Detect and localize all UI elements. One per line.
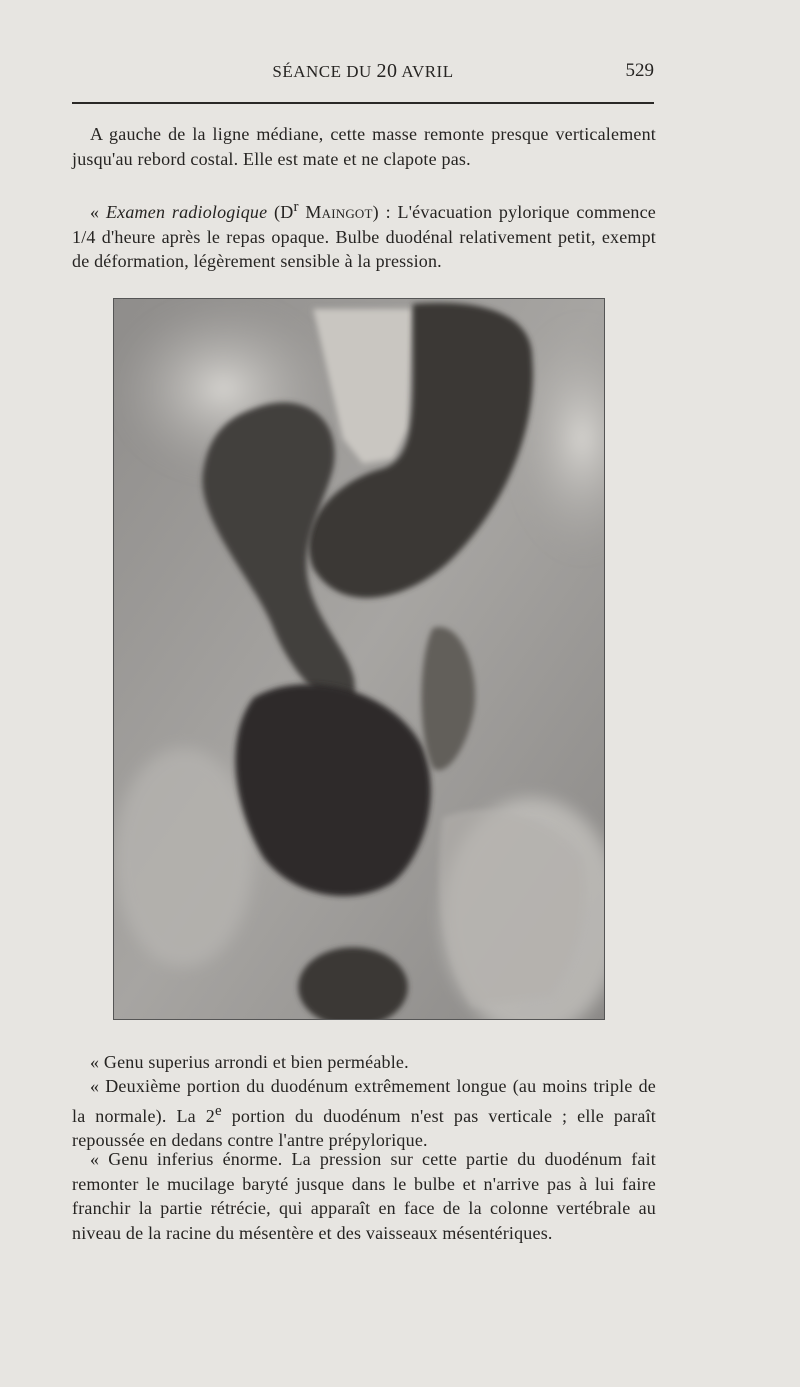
paragraph-genu-superius: [72, 1050, 656, 1075]
paragraph-text: ) : L'évacuation pylorique commence 1/4 d'heure après le repas opaque. Bulbe duodénal relativement petit, exempt de déformation, légèrement sensible à la pression.: [72, 202, 656, 271]
paragraph-text: « Genu inferius énorme. La pression sur cette partie du duodénum fait remonter le mucilage baryté jusque dans le bulbe et n'arrive pas à lui faire franchir la partie rétrécie, qui apparaît en face de la colonne vertébrale au niveau de la racine du mésentère et des vaisseaux mésentériques.: [72, 1149, 656, 1243]
running-title-day: 20: [376, 60, 398, 82]
paragraph-second-portion: [72, 1074, 656, 1153]
paren-open: (D: [267, 202, 294, 222]
radiograph-figure: [113, 298, 605, 1020]
paragraph-text: « Genu superius arrondi et bien perméable.: [90, 1052, 409, 1072]
radiograph-image: [114, 299, 604, 1019]
ordinal-superscript: e: [214, 1102, 222, 1119]
paragraph-genu-inferius: [72, 1147, 656, 1245]
paragraph-text: A gauche de la ligne médiane, cette masse remonte presque verticalement jusqu'au rebord costal. Elle est mate et ne clapote pas.: [72, 124, 656, 169]
paragraph-text: « Deuxième portion du duodénum extrêmement longue (au moins triple de la normale). La 2: [72, 1076, 656, 1126]
page-number: 529: [625, 60, 654, 81]
exam-title: Examen radiologique: [105, 202, 268, 222]
running-title-suffix: AVRIL: [401, 62, 454, 81]
doctor-superscript: r: [293, 199, 299, 215]
doctor-name: Maingot: [298, 202, 373, 222]
paragraph-text: portion du duodénum n'est pas verticale ; elle paraît repoussée en dedans contre l'antre prépylorique.: [72, 1105, 656, 1150]
running-title: [72, 60, 654, 83]
running-title-prefix: SÉANCE DU: [272, 62, 372, 81]
quote-mark: «: [90, 202, 106, 222]
header-rule: [72, 102, 654, 104]
running-header: [72, 60, 654, 90]
paragraph-mass-description: [72, 122, 656, 171]
paragraph-radiological-exam: [72, 195, 656, 274]
